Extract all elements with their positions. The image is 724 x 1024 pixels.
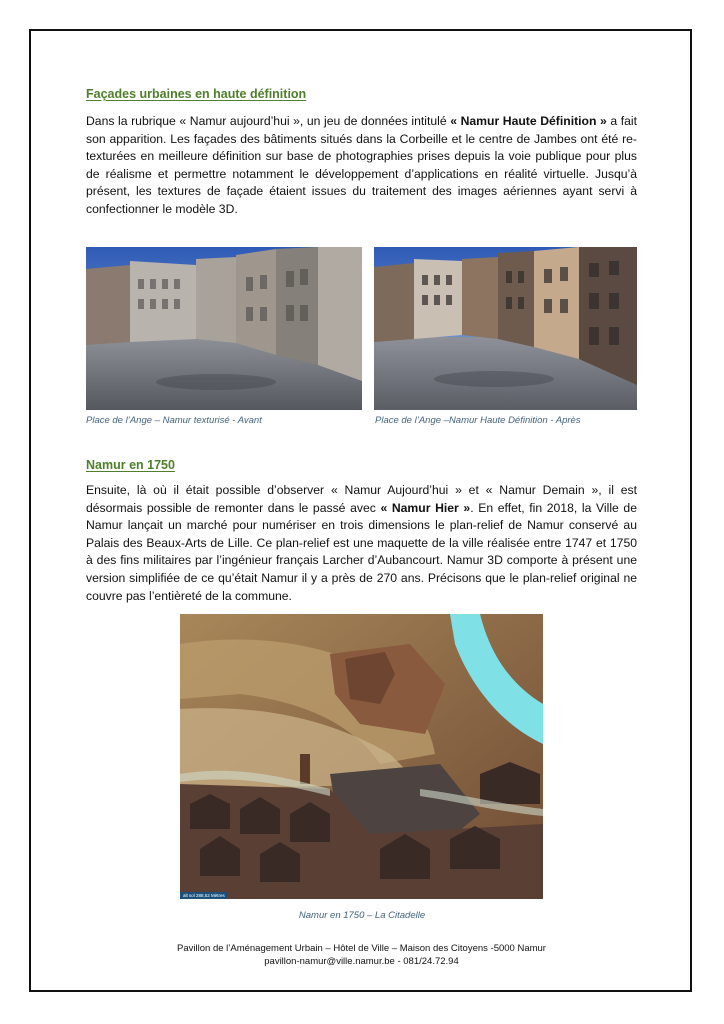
paragraph-text: . En effet, fin 2018, la Ville de Namur lançait un marché pour numériser en trois dimensions le plan-relief de Namur conservé au Palais des Beaux-Arts de Lille. Ce plan-relief est une maquette de la ville réalisée entre 1747 et 1750 à des fins militaires par l’ingénieur français Larcher d’Aubancourt. Namur 3D comporte à présent une version simplifiée de ce qu’était Namur il y a près de 270 ans. Précisons que le plan-relief original ne couvre pas l’entièreté de la commune.	[86, 500, 637, 603]
paragraph-text: Dans la rubrique « Namur aujourd’hui », un jeu de données intitulé	[86, 114, 451, 128]
emphasis-text: « Namur Hier »	[380, 500, 471, 515]
section-heading-namur-1750: Namur en 1750	[86, 458, 175, 472]
photo-citadelle-1750	[180, 614, 543, 899]
caption-before: Place de l’Ange – Namur texturisé - Avant	[86, 415, 262, 426]
paragraph-facades	[86, 113, 637, 219]
footer	[86, 942, 637, 968]
footer-address: Pavillon de l’Aménagement Urbain – Hôtel de Ville – Maison des Citoyens -5000 Namur	[177, 943, 546, 954]
photo-place-ange-after	[374, 247, 637, 410]
paragraph-text: a fait son apparition. Les façades des bâtiments situés dans la Corbeille et le centre de Jambes ont été re-texturées en meilleure définition sur base de photographies prises depuis la voie publique pour plus de réalisme et permettre notamment le développement d’applications en réalité virtuelle. Jusqu’à présent, les textures de façade étaient issues du traitement des images aériennes ayant servi à confectionner le modèle 3D.	[86, 114, 637, 216]
paragraph-text: Ensuite, là où il était possible d’observer « Namur Aujourd’hui » et « Namur Demain », il est désormais possible de remonter dans le passé avec	[86, 483, 637, 515]
photo-place-ange-before	[86, 247, 362, 410]
caption-after: Place de l’Ange –Namur Haute Définition - Après	[375, 415, 581, 426]
altitude-badge: alt sol 288,52 Mètres	[180, 892, 228, 899]
caption-citadelle: Namur en 1750 – La Citadelle	[298, 910, 426, 921]
emphasis-text: « Namur Haute Définition »	[450, 114, 607, 128]
section-heading-facades: Façades urbaines en haute définition	[86, 87, 307, 101]
footer-contact: pavillon-namur@ville.namur.be - 081/24.72.94	[264, 956, 459, 967]
paragraph-namur-1750	[86, 482, 637, 605]
